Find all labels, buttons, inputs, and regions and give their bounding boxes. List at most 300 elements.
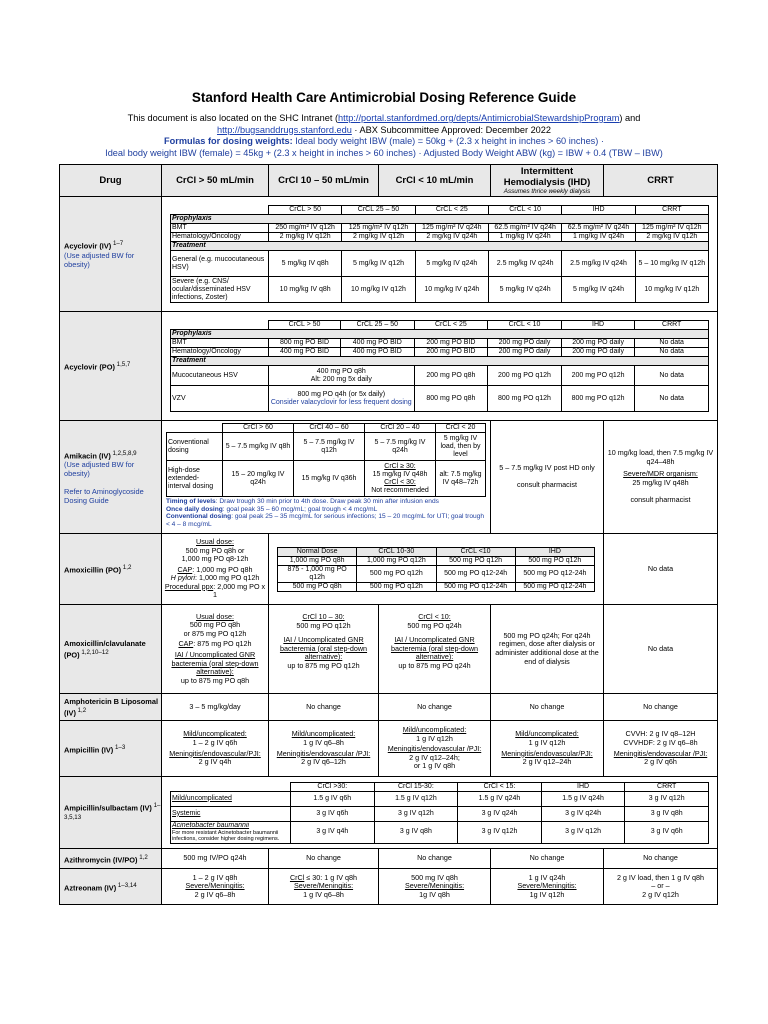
sub-header: CrCL < 10 xyxy=(488,206,561,215)
dose-cond: Severe/Meningitis: xyxy=(517,881,577,891)
crcl-lt10-cell: No change xyxy=(379,694,491,721)
dose-cell: 1.5 g IV q12h xyxy=(374,791,458,806)
sub-table-cell xyxy=(162,312,718,421)
drug-cell xyxy=(60,605,162,694)
dose-cell: 1 mg/kg IV q24h xyxy=(488,233,561,242)
dose-text: 1 g IV q6–8h xyxy=(303,737,344,747)
drug-name: Amphotericin B Liposomal (IV) xyxy=(64,696,159,718)
sub-header: CrCl < 15: xyxy=(458,782,542,791)
dose-cell: 500 mg PO q12h xyxy=(357,565,436,582)
sub-header: CrCL < 25 xyxy=(415,206,488,215)
dose-cell: 5 – 7.5 mg/kg IV q12h xyxy=(294,433,365,461)
dose-cell: 5 mg/kg IV load, then by level xyxy=(436,433,486,461)
sub-table-cell xyxy=(162,421,491,534)
dose-text: 10 mg/kg load, then 7.5 mg/kg IV q24–48h xyxy=(607,448,714,466)
drug-cell xyxy=(60,694,162,721)
note-text: : goal peak 25 – 35 mcg/mL for serious infections; 15 – 20 mcg/mL for UTI; goal trough < 4 – 8 mcg/mL xyxy=(166,513,484,528)
row-label: High-dose extended-interval dosing xyxy=(167,461,223,497)
dose-text: 1 g IV q24h xyxy=(528,872,566,882)
drug-row-ampicillin xyxy=(60,721,718,777)
dose-cell xyxy=(269,386,415,412)
dose-cond: Meningitis/endovascular /PJI: xyxy=(276,748,371,758)
drug-name: Aztreonam (IV) xyxy=(64,883,117,893)
dose-cell: 3 g IV q24h xyxy=(458,806,542,821)
dose-note: consult pharmacist xyxy=(517,480,577,490)
acyclovir-iv-sub-table xyxy=(170,205,709,303)
sub-header: IHD xyxy=(561,321,635,330)
note-once-daily xyxy=(166,506,486,514)
drug-row-amoxicillin-clavulanate xyxy=(60,605,718,694)
dose-cell: alt: 7.5 mg/kg IV q48–72h xyxy=(436,461,486,497)
note-text: : goal peak 35 – 60 mcg/mL; goal trough < 4 mcg/mL xyxy=(222,505,378,513)
crrt-cell: No change xyxy=(604,849,718,869)
drug-row-aztreonam xyxy=(60,869,718,905)
dose-cell: 3 g IV q24h xyxy=(541,806,625,821)
dose-cond: Mild/uncomplicated: xyxy=(183,729,247,739)
drug-name: Amikacin (IV) xyxy=(64,451,111,461)
sub-table-cell xyxy=(269,534,604,605)
acyclovir-po-sub-table xyxy=(170,320,709,412)
drug-cell xyxy=(60,777,162,849)
drug-note: (Use adjusted BW for obesity) xyxy=(64,460,135,479)
formula-line-1 xyxy=(0,136,768,148)
row-label: BMT xyxy=(171,339,269,348)
dose-cond: CrCl 10 – 30: xyxy=(302,612,345,621)
dose-cell: 3 g IV q6h xyxy=(291,806,375,821)
dose-cell: 5 mg/kg IV q24h xyxy=(488,277,561,303)
dose-cond: Meningitis/endovascular /PJI: xyxy=(387,744,482,754)
note-label: Once daily dosing xyxy=(166,505,223,513)
dose-cell: 400 mg PO BID xyxy=(269,348,341,357)
drug-cell xyxy=(60,421,162,534)
col-header-crcl-gt50: CrCl > 50 mL/min xyxy=(162,165,269,197)
dose-text: 2 g IV q6–8h xyxy=(194,889,236,899)
sub-table-cell xyxy=(162,197,718,312)
page-title: Stanford Health Care Antimicrobial Dosing Reference Guide xyxy=(191,90,577,105)
sub-header: CrCL 25 – 50 xyxy=(341,321,415,330)
crcl-10-50-cell xyxy=(269,605,379,694)
drug-refs: 1,2,10–12 xyxy=(79,648,109,656)
dose-cond: Usual dose: xyxy=(196,536,234,546)
crcl-lt10-cell xyxy=(379,721,491,777)
dose-cond: Meningitis/endovascular /PJI: xyxy=(613,748,708,758)
sub-header: CrCL > 50 xyxy=(269,206,342,215)
drug-cell xyxy=(60,534,162,605)
dose-cell: 875 - 1,000 mg PO q12h xyxy=(278,565,357,582)
dose-cond: Mild/uncomplicated: xyxy=(291,729,356,739)
drug-row-amoxicillin xyxy=(60,534,718,605)
sub-header: CRRT xyxy=(635,206,708,215)
sub-header: CrCL 25 – 50 xyxy=(342,206,415,215)
crcl-lt10-cell xyxy=(379,605,491,694)
empty xyxy=(171,321,269,330)
dose-cell: 1 mg/kg IV q24h xyxy=(562,233,635,242)
drug-cell xyxy=(60,197,162,312)
col-header-crrt: CRRT xyxy=(604,165,718,197)
ampicillin-sulbactam-sub-table xyxy=(170,782,709,844)
dose-cond: Meningitis/endovascular/PJI: xyxy=(501,748,593,758)
drug-refs: 1–3,14 xyxy=(116,881,137,889)
drug-refs: 1,2 xyxy=(137,853,148,861)
amikacin-notes xyxy=(166,498,486,528)
dose-cell: 500 mg PO q12-24h xyxy=(436,582,515,591)
drug-row-acyclovir-iv xyxy=(60,197,718,312)
ihd-header-label: Intermittent Hemodialysis (IHD) xyxy=(503,166,591,188)
dose-cell: No data xyxy=(635,348,709,357)
section-label: Treatment xyxy=(171,242,709,251)
cap-line xyxy=(162,640,268,649)
col-header-drug: Drug xyxy=(60,165,162,197)
dose-cell: 2 mg/kg IV q12h xyxy=(342,233,415,242)
dose-cell: 3 g IV q12h xyxy=(625,791,709,806)
dose-cell: 200 mg PO daily xyxy=(488,348,562,357)
dose-cond: Meningitis/endovascular/PJI: xyxy=(169,748,261,758)
dose-text: 1 g IV q6–8h xyxy=(303,889,344,899)
dose-cell: 800 mg PO q12h xyxy=(561,386,635,412)
drug-row-amphotericin-b xyxy=(60,694,718,721)
dose-cell: 200 mg PO daily xyxy=(561,348,635,357)
dose-cell: 800 mg PO BID xyxy=(269,339,341,348)
dose-text: 2 g IV q12h xyxy=(642,889,679,899)
dose-cell: 2 mg/kg IV q12h xyxy=(269,233,342,242)
row-label xyxy=(171,821,291,843)
dose-cell: 400 mg PO BID xyxy=(341,339,415,348)
sub-header: CrCL 10-30 xyxy=(357,547,436,556)
sub-header: CrCL < 10 xyxy=(488,321,562,330)
dose-cond: H pylori xyxy=(170,573,196,583)
dose-text: up to 875 mg PO q24h xyxy=(398,660,471,670)
ihd-cell: No change xyxy=(491,694,604,721)
dose-text: 2 g IV q6h xyxy=(644,757,677,767)
dose-cond: IAI / Uncomplicated GNR bacteremia (oral step-down alternative): xyxy=(390,635,479,662)
sub-header: CrCl < 20 xyxy=(436,424,486,433)
dose-cell: 5 – 7.5 mg/kg IV q8h xyxy=(223,433,294,461)
dose-cell: 5 mg/kg IV q24h xyxy=(562,277,635,303)
crrt-cell xyxy=(604,421,718,534)
note-label: Timing of levels xyxy=(166,498,216,505)
drug-refs: 1–3 xyxy=(113,743,126,751)
empty xyxy=(167,424,223,433)
crcl-gt50-cell xyxy=(162,534,269,605)
dose-cell: 400 mg PO BID xyxy=(341,348,415,357)
intranet-link[interactable]: http://portal.stanfordmed.org/depts/AntimicrobialStewardshipProgram xyxy=(338,113,620,123)
dose-text: 2 g IV q6–12h xyxy=(301,757,346,767)
amikacin-sub-table xyxy=(166,423,486,497)
ihd-header-note: Assumes thrice weekly dialysis xyxy=(503,188,591,195)
dose-cell: 500 mg PO q12h xyxy=(357,582,436,591)
sub-header: CrCL < 25 xyxy=(414,321,488,330)
drug-cell xyxy=(60,721,162,777)
dose-cond: Severe/Meningitis: xyxy=(404,881,465,891)
dose-cell: 125 mg/m² IV q12h xyxy=(635,224,708,233)
ihd-cell xyxy=(491,721,604,777)
dose-text: 1g IV q12h xyxy=(529,889,565,899)
dose-cell: 500 mg PO q8h xyxy=(278,582,357,591)
dose-cell: 3 g IV q12h xyxy=(374,806,458,821)
dose-cell: 62.5 mg/m² IV q24h xyxy=(562,224,635,233)
sub-header: Normal Dose xyxy=(278,547,357,556)
row-label: BMT xyxy=(171,224,269,233)
drug-cell xyxy=(60,312,162,421)
acinetobacter-label: Acinetobacter baumannii xyxy=(172,822,250,829)
sub-header: CrCl > 60 xyxy=(223,424,294,433)
bugsanddrugs-link[interactable]: http://bugsanddrugs.stanford.edu xyxy=(216,124,352,135)
col-header-ihd xyxy=(491,165,604,197)
dose-cond: Mild/uncomplicated: xyxy=(515,729,579,739)
crcl-10-50-cell xyxy=(269,869,379,905)
dose-cell: 1,000 mg PO q12h xyxy=(357,556,436,565)
crcl-10-50-cell: No change xyxy=(269,694,379,721)
ihd-cell xyxy=(491,421,604,534)
intro-text-2: ) and xyxy=(619,113,641,123)
formulas-label: Formulas for dosing weights: xyxy=(164,136,293,146)
row-label: Severe (e.g. CNS/ ocular/disseminated HSV infections, Zoster) xyxy=(171,277,269,303)
dose-text: 2 g IV q4h xyxy=(198,757,232,767)
sub-header: CRRT xyxy=(635,321,709,330)
section-label: Prophylaxis xyxy=(171,215,709,224)
dose-cell: 1,000 mg PO q8h xyxy=(278,556,357,565)
dose-cond: Severe/Meningitis: xyxy=(293,881,354,891)
dose-text: 500 mg PO q12h xyxy=(296,620,351,630)
dose-text: up to 875 mg PO q12h xyxy=(287,660,360,670)
dose-cond: IAI / Uncomplicated GNR bacteremia (oral step-down alternative): xyxy=(171,650,259,677)
section-label: Treatment xyxy=(171,357,709,366)
sub-header: IHD xyxy=(562,206,635,215)
ihd-cell: 500 mg PO q24h; For q24h regimen, dose after dialysis or administer additional dose at the end of dialysis xyxy=(491,605,604,694)
dose-cell: 1.5 g IV q24h xyxy=(458,791,542,806)
dose-cond: Procedural ppx xyxy=(164,581,214,591)
dose-cell: 10 mg/kg IV q12h xyxy=(342,277,415,303)
dose-cell: 2 mg/kg IV q12h xyxy=(635,233,708,242)
dose-cell: 5 mg/kg IV q8h xyxy=(269,251,342,277)
dose-note: consult pharmacist xyxy=(630,495,691,505)
dose-cell: No data xyxy=(635,386,709,412)
dose-text: : 1,000 mg PO q12h xyxy=(195,573,260,583)
aminoglycoside-guide-ref: Refer to Aminoglycoside Dosing Guide xyxy=(64,487,144,506)
dose-cell: 200 mg PO BID xyxy=(414,339,488,348)
intro-text: This document is also located on the SHC Intranet ( xyxy=(127,113,339,123)
dose-text: 1 – 2 g IV q8h xyxy=(192,872,238,882)
intro-line-2 xyxy=(0,125,768,137)
approval-text: · ABX Subcommittee Approved: December 2022 xyxy=(351,124,552,135)
dose-text: 1g IV q8h xyxy=(419,889,450,899)
dose-text: CVVHDF: 2 g IV q6–8h xyxy=(623,737,698,747)
dose-cell: 125 mg/m² IV q12h xyxy=(342,224,415,233)
crcl-lt10-cell xyxy=(379,869,491,905)
drug-note: (Use adjusted BW for obesity) xyxy=(64,250,135,269)
dose-text: or 875 mg PO q12h xyxy=(183,628,247,638)
sub-table-cell xyxy=(162,777,718,849)
dose-cell xyxy=(269,366,415,386)
dose-text: 500 mg PO q8h or xyxy=(185,545,245,555)
dose-cell: 10 mg/kg IV q24h xyxy=(415,277,488,303)
dose-cell: 15 mg/kg IV q36h xyxy=(294,461,365,497)
drug-name: Acyclovir (PO) xyxy=(64,362,115,372)
dose-cell: 3 g IV q8h xyxy=(374,821,458,843)
drug-cell xyxy=(60,869,162,905)
document-header xyxy=(0,90,768,159)
dose-cell: 3 g IV q4h xyxy=(291,821,375,843)
sub-header: CrCL <10 xyxy=(436,547,515,556)
dose-cell: 200 mg PO q12h xyxy=(488,366,562,386)
dose-cell: 125 mg/m² IV q24h xyxy=(415,224,488,233)
dose-cond: CrCl < 30: xyxy=(384,478,416,486)
formula-ibw-male: Ideal body weight IBW (male) = 50kg + (2.3 x height in inches > 60 inches) · xyxy=(292,136,604,146)
crcl-gt50-cell: 500 mg IV/PO q24h xyxy=(162,849,269,869)
dose-text: : 2,000 mg PO x 1 xyxy=(213,581,266,600)
dose-cell: 800 mg PO q8h xyxy=(414,386,488,412)
dose-cell: 2.5 mg/kg IV q24h xyxy=(488,251,561,277)
crcl-gt50-cell: 3 – 5 mg/kg/day xyxy=(162,694,269,721)
dosing-table xyxy=(59,164,718,905)
drug-name: Ampicillin/sulbactam (IV) xyxy=(64,803,152,813)
dose-text: 500 mg IV q8h xyxy=(411,872,458,882)
sub-header: CrCl 20 – 40 xyxy=(365,424,436,433)
crcl-gt50-cell xyxy=(162,721,269,777)
dose-cell: 200 mg PO q8h xyxy=(414,366,488,386)
dose-cell: 3 g IV q6h xyxy=(625,821,709,843)
crrt-cell: No change xyxy=(604,694,718,721)
dose-text: 400 mg PO q8h xyxy=(316,367,366,375)
dose-cond: CrCl ≥ 30: xyxy=(384,462,416,470)
acinetobacter-note: For more resistant Acinetobacter baumannii infections, consider higher dosing regimens. xyxy=(172,830,280,842)
dose-cond: Mild/uncomplicated: xyxy=(402,725,467,735)
row-label: Hematology/Oncology xyxy=(171,233,269,242)
sub-header: CRRT xyxy=(625,782,709,791)
row-label: Conventional dosing xyxy=(167,433,223,461)
dose-cell: 2.5 mg/kg IV q24h xyxy=(562,251,635,277)
dose-alt: Alt: 200 mg 5x daily xyxy=(310,375,372,383)
formula-line-2: Ideal body weight IBW (female) = 45kg + (2.3 x height in inches > 60 inches) · Adjusted Body Weight ABW (kg) = IBW + 0.4 (TBW – IBW) xyxy=(105,147,663,158)
dose-text: 2 g IV q12–24h; xyxy=(409,752,460,762)
dose-cell: 200 mg PO q12h xyxy=(561,366,635,386)
crcl-gt50-cell xyxy=(162,869,269,905)
crrt-cell xyxy=(604,869,718,905)
dose-cell: 500 mg PO q12-24h xyxy=(436,565,515,582)
dose-cell: 10 mg/kg IV q12h xyxy=(635,277,708,303)
drug-row-amikacin xyxy=(60,421,718,534)
drug-row-ampicillin-sulbactam xyxy=(60,777,718,849)
dose-cond: CrCl < 10: xyxy=(418,612,451,621)
drug-refs: 1–3,5,13 xyxy=(64,802,161,821)
dose-cond: Severe/Meningitis: xyxy=(185,881,245,891)
dose-cell: No data xyxy=(635,366,709,386)
drug-row-azithromycin xyxy=(60,849,718,869)
crcl-10-50-cell: No change xyxy=(269,849,379,869)
dose-cond: Usual dose: xyxy=(196,611,234,621)
dose-cell: 5 – 7.5 mg/kg IV q24h xyxy=(365,433,436,461)
row-label: Systemic xyxy=(171,806,291,821)
drug-row-acyclovir-po xyxy=(60,312,718,421)
drug-refs: 1,2 xyxy=(75,706,87,714)
dose-cell: 62.5 mg/m² IV q24h xyxy=(488,224,561,233)
drug-name: Azithromycin (IV/PO) xyxy=(64,855,138,865)
drug-cell xyxy=(60,849,162,869)
drug-refs: 1–7 xyxy=(111,240,124,248)
dose-text: ≤ 30: 1 g IV q8h xyxy=(304,872,358,882)
dose-cell: 15 – 20 mg/kg IV q24h xyxy=(223,461,294,497)
intro-line-1 xyxy=(0,113,768,125)
dose-text: 500 mg PO q24h xyxy=(407,620,462,630)
dose-cond: IAI / Uncomplicated GNR bacteremia (oral step-down alternative): xyxy=(279,635,368,662)
dose-cell: 3 g IV q8h xyxy=(625,806,709,821)
ppx-line xyxy=(162,583,268,600)
drug-name: Amoxicillin/clavulanate (PO) xyxy=(64,638,146,660)
crrt-cell xyxy=(604,721,718,777)
dose-text: 1 g IV q12h xyxy=(528,737,566,747)
dose-text: 1 – 2 g IV q6h xyxy=(192,737,238,747)
dose-cell: 5 mg/kg IV q24h xyxy=(415,251,488,277)
sub-header: CrCl 40 – 60 xyxy=(294,424,365,433)
drug-refs: 1,2 xyxy=(121,564,132,572)
dose-cond: CAP xyxy=(178,639,194,649)
dose-text: 2 g IV q12–24h xyxy=(522,757,572,767)
drug-name: Acyclovir (IV) xyxy=(64,241,112,251)
section-label: Prophylaxis xyxy=(171,330,709,339)
dose-cell: 2 mg/kg IV q24h xyxy=(415,233,488,242)
sub-header: CrCl 15-30: xyxy=(374,782,458,791)
note-levels xyxy=(166,498,486,506)
amoxicillin-sub-table xyxy=(277,547,595,592)
col-header-crcl-lt10: CrCl < 10 mL/min xyxy=(379,165,491,197)
dose-cell: 200 mg PO daily xyxy=(561,339,635,348)
dose-cond: CrCl xyxy=(289,872,305,882)
dose-cond: Severe/MDR organism: xyxy=(623,469,698,479)
note-conventional xyxy=(166,513,486,528)
note-text: : Draw trough 30 min prior to 4th dose. Draw peak 30 min after infusion ends xyxy=(215,498,439,505)
dose-cell: 5 – 10 mg/kg IV q12h xyxy=(635,251,708,277)
sub-header: IHD xyxy=(515,547,594,556)
dose-text: 1,000 mg PO q8-12h xyxy=(181,554,249,564)
dose-note: Consider valacyclovir for less frequent dosing xyxy=(270,398,412,406)
drug-refs: 1,2,5,8,9 xyxy=(110,449,137,457)
dose-text: 500 mg PO q8h xyxy=(189,620,241,630)
ihd-cell xyxy=(491,869,604,905)
row-label: VZV xyxy=(171,386,269,412)
row-label: Hematology/Oncology xyxy=(171,348,269,357)
dose-text: up to 875 mg PO q8h xyxy=(180,675,250,685)
crcl-gt50-cell xyxy=(162,605,269,694)
dose-cell xyxy=(365,461,436,497)
dose-text: 5 – 7.5 mg/kg IV post HD only xyxy=(499,463,595,473)
crrt-cell: No data xyxy=(604,534,718,605)
dose-cell: 1.5 g IV q24h xyxy=(541,791,625,806)
dose-text: – or – xyxy=(651,881,670,891)
drug-name: Ampicillin (IV) xyxy=(64,745,114,755)
sub-header: CrCL > 50 xyxy=(269,321,341,330)
row-label: General (e.g. mucocutaneous HSV) xyxy=(171,251,269,277)
dose-cell: 250 mg/m² IV q12h xyxy=(269,224,342,233)
dose-cell: 200 mg PO BID xyxy=(414,348,488,357)
dose-cell: 3 g IV q12h xyxy=(458,821,542,843)
dose-text: 1 g IV q12h xyxy=(416,733,453,743)
dose-cell: No data xyxy=(635,339,709,348)
dose-cell: 500 mg PO q12-24h xyxy=(515,565,594,582)
col-header-crcl-10-50: CrCl 10 – 50 mL/min xyxy=(269,165,379,197)
dose-cell: 500 mg PO q12-24h xyxy=(515,582,594,591)
crcl-lt10-cell: No change xyxy=(379,849,491,869)
dose-text: CVVH: 2 g IV q8–12H xyxy=(625,729,696,739)
dose-cond: CAP xyxy=(177,564,193,574)
dose-text: 25 mg/kg IV q48h xyxy=(632,478,689,487)
crrt-cell: No data xyxy=(604,605,718,694)
dose-cell: 1.5 g IV q6h xyxy=(291,791,375,806)
drug-name: Amoxicillin (PO) xyxy=(64,565,122,575)
dose-text: 15 mg/kg IV q48h xyxy=(372,470,428,478)
empty xyxy=(171,206,269,215)
dose-text: Not recommended xyxy=(371,486,429,494)
dose-text: 2 g IV load, then 1 g IV q8h xyxy=(616,872,705,882)
